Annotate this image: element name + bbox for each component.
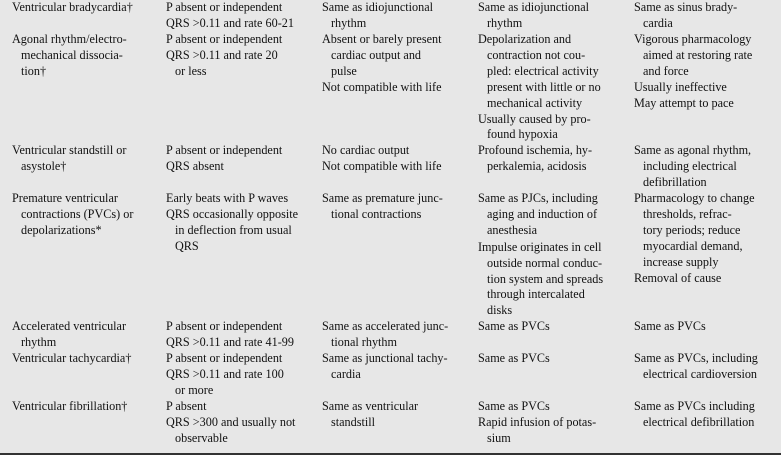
cell-line: Same as ventricular xyxy=(322,399,419,413)
cell-line: QRS >0.11 and rate 20 xyxy=(166,47,278,62)
ecg-cell xyxy=(166,32,316,80)
cell-line: perkalemia, acidosis xyxy=(487,158,587,173)
cell-line: Pharmacology to change xyxy=(634,191,755,205)
cell-line: or more xyxy=(175,382,214,397)
cell-line: QRS absent xyxy=(166,158,224,173)
cell-line: tion† xyxy=(21,63,47,78)
cell-line: P absent or independent xyxy=(166,0,283,14)
cell-line: Ventricular bradycardia† xyxy=(12,0,133,14)
cell-line: Same as agonal rhythm, xyxy=(634,143,752,157)
condition-cell xyxy=(12,143,162,175)
cell-line: Same as idiojunctional xyxy=(322,0,434,14)
cell-line: tional contractions xyxy=(331,206,422,221)
cell-line: QRS >0.11 and rate 100 xyxy=(166,366,284,381)
cell-line: and force xyxy=(643,63,689,78)
cause-cell xyxy=(478,319,628,335)
cell-line: Same as PVCs xyxy=(478,351,550,365)
cause-cell xyxy=(478,0,628,32)
treatment-cell xyxy=(634,399,779,431)
cell-line: present with little or no xyxy=(487,79,601,94)
cell-line: disks xyxy=(487,303,513,318)
cell-line: Absent or barely present xyxy=(322,32,442,46)
cell-line: P absent xyxy=(166,399,207,413)
hemodynamic-cell xyxy=(322,399,472,431)
ecg-cell xyxy=(166,0,316,32)
cell-line: Same as accelerated junc- xyxy=(322,319,449,333)
cell-line: rhythm xyxy=(331,15,367,30)
cell-line: thresholds, refrac- xyxy=(643,206,732,221)
cell-line: QRS xyxy=(175,238,199,253)
ecg-cell xyxy=(166,143,316,175)
cell-line: outside normal conduc- xyxy=(487,255,603,270)
hemodynamic-cell xyxy=(322,191,472,223)
cell-line: Usually caused by pro- xyxy=(478,111,591,126)
cell-line: Same as PVCs xyxy=(634,319,706,333)
treatment-cell xyxy=(634,0,779,32)
hemodynamic-cell xyxy=(322,351,472,383)
cell-line: contraction not cou- xyxy=(487,47,586,62)
hemodynamic-cell xyxy=(322,32,472,96)
cell-line: No cardiac output xyxy=(322,143,410,157)
cell-line: Accelerated ventricular xyxy=(12,319,127,333)
cell-line: Early beats with P waves xyxy=(166,191,289,205)
cell-line: observable xyxy=(175,430,228,445)
condition-cell xyxy=(12,319,162,351)
condition-cell xyxy=(12,0,162,16)
cell-line: cardia xyxy=(643,15,673,30)
cell-line: including electrical xyxy=(643,158,737,173)
cell-line: pled: electrical activity xyxy=(487,63,599,78)
cell-line: Not compatible with life xyxy=(322,79,442,94)
cell-line: increase supply xyxy=(643,254,719,269)
cell-line: Ventricular fibrillation† xyxy=(12,399,128,413)
cell-line: anesthesia xyxy=(487,222,538,237)
cell-line: Same as junctional tachy- xyxy=(322,351,448,365)
cell-line: Agonal rhythm/electro- xyxy=(12,32,127,46)
cell-line: Same as idiojunctional xyxy=(478,0,590,14)
cell-line: myocardial demand, xyxy=(643,238,743,253)
cell-line: aging and induction of xyxy=(487,206,598,221)
treatment-cell xyxy=(634,351,779,383)
cell-line: or less xyxy=(175,63,207,78)
cell-line: P absent or independent xyxy=(166,32,283,46)
cell-line: pulse xyxy=(331,63,357,78)
cell-line: Same as PVCs including xyxy=(634,399,755,413)
treatment-cell xyxy=(634,143,779,191)
ecg-cell xyxy=(166,399,316,447)
cell-line: May attempt to pace xyxy=(634,95,734,110)
cell-line: Impulse originates in cell xyxy=(478,239,602,254)
cell-line: aimed at restoring rate xyxy=(643,47,753,62)
condition-cell xyxy=(12,399,162,415)
hemodynamic-cell xyxy=(322,319,472,351)
cell-line: Same as PJCs, including xyxy=(478,191,598,205)
cause-cell xyxy=(478,351,628,367)
cell-line: P absent or independent xyxy=(166,143,283,157)
treatment-cell xyxy=(634,32,779,112)
treatment-cell xyxy=(634,191,779,286)
ecg-cell xyxy=(166,191,316,255)
cell-line: Rapid infusion of potas- xyxy=(478,414,597,429)
cell-line: tory periods; reduce xyxy=(643,222,741,237)
cause-cell xyxy=(478,32,628,143)
cell-line: standstill xyxy=(331,414,376,429)
cell-line: QRS >0.11 and rate 41-99 xyxy=(166,334,294,349)
condition-cell xyxy=(12,32,162,80)
cell-line: Premature ventricular xyxy=(12,191,118,205)
cell-line: Ventricular tachycardia† xyxy=(12,351,132,365)
cause-cell xyxy=(478,191,628,319)
cell-line: tion system and spreads xyxy=(487,271,604,286)
ecg-cell xyxy=(166,351,316,399)
cell-line: Same as PVCs xyxy=(478,319,550,333)
cell-line: in deflection from usual xyxy=(175,222,292,237)
treatment-cell xyxy=(634,319,779,335)
cell-line: Not compatible with life xyxy=(322,158,442,173)
cell-line: mechanical activity xyxy=(487,95,583,110)
cell-line: Ventricular standstill or xyxy=(12,143,127,157)
cell-line: tional rhythm xyxy=(331,334,398,349)
ecg-cell xyxy=(166,319,316,351)
cell-line: Same as sinus brady- xyxy=(634,0,738,14)
cell-line: Depolarization and xyxy=(478,32,572,46)
cell-line: rhythm xyxy=(21,334,57,349)
cell-line: Same as PVCs xyxy=(478,399,550,413)
cell-line: QRS occasionally opposite xyxy=(166,206,299,221)
cell-line: Removal of cause xyxy=(634,270,722,285)
condition-cell xyxy=(12,351,162,367)
cell-line: cardiac output and xyxy=(331,47,422,62)
cell-line: sium xyxy=(487,430,511,445)
cell-line: QRS >0.11 and rate 60-21 xyxy=(166,15,294,30)
cell-line: electrical cardioversion xyxy=(643,366,758,381)
hemodynamic-cell xyxy=(322,143,472,175)
cell-line: rhythm xyxy=(487,15,523,30)
cell-line: P absent or independent xyxy=(166,319,283,333)
cell-line: depolarizations* xyxy=(21,222,102,237)
cell-line: Same as premature junc- xyxy=(322,191,443,205)
cell-line: asystole† xyxy=(21,158,67,173)
cell-line: electrical defibrillation xyxy=(643,414,755,429)
cell-line: QRS >300 and usually not xyxy=(166,414,296,429)
condition-cell xyxy=(12,191,162,239)
cell-line: P absent or independent xyxy=(166,351,283,365)
cell-line: mechanical dissocia- xyxy=(21,47,123,62)
cell-line: defibrillation xyxy=(643,174,707,189)
cell-line: Usually ineffective xyxy=(634,79,727,94)
cell-line: Profound ischemia, hy- xyxy=(478,143,593,157)
cell-line: found hypoxia xyxy=(487,127,558,142)
cause-cell xyxy=(478,399,628,447)
cell-line: Vigorous pharmacology xyxy=(634,32,752,46)
cause-cell xyxy=(478,143,628,175)
hemodynamic-cell xyxy=(322,0,472,32)
cell-line: contractions (PVCs) or xyxy=(21,206,134,221)
cell-line: cardia xyxy=(331,366,361,381)
cell-line: Same as PVCs, including xyxy=(634,351,758,365)
cell-line: through intercalated xyxy=(487,287,585,302)
